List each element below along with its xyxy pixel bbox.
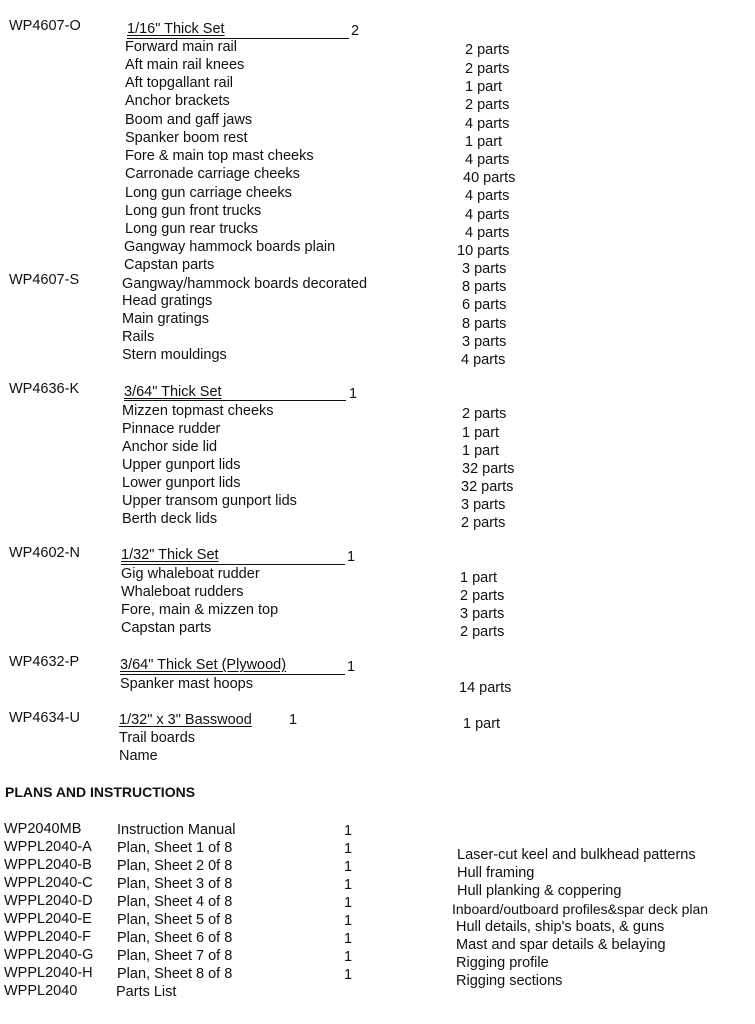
plan-code: WPPL2040-F <box>4 929 92 945</box>
part-name: Aft topgallant rail <box>125 75 234 91</box>
part-name: Gangway/hammock boards decorated <box>122 276 368 292</box>
part-name: Upper transom gunport lids <box>122 493 297 509</box>
part-count: 2 parts <box>465 97 510 113</box>
plan-code: WPPL2040-H <box>4 965 93 981</box>
plan-description: Rigging profile <box>456 955 549 971</box>
plan-name: Plan, Sheet 5 of 8 <box>117 912 233 928</box>
plan-description: Rigging sections <box>456 973 563 989</box>
part-count: 3 parts <box>460 606 505 622</box>
set-title: 3/64" Thick Set (Plywood) <box>120 657 287 673</box>
plan-quantity: 1 <box>344 859 353 875</box>
plan-quantity: 1 <box>344 877 353 893</box>
plan-description: Hull details, ship's boats, & guns <box>456 919 665 935</box>
part-name: Spanker mast hoops <box>120 676 253 692</box>
plan-code: WPPL2040-C <box>4 875 93 891</box>
plan-name: Plan, Sheet 7 of 8 <box>117 948 233 964</box>
plan-quantity: 1 <box>344 931 353 947</box>
set-code: WP4636-K <box>9 381 80 397</box>
set-title: 3/64" Thick Set <box>124 384 222 400</box>
part-count: 4 parts <box>465 152 510 168</box>
part-name: Long gun rear trucks <box>125 221 258 237</box>
plan-quantity: 1 <box>344 823 353 839</box>
plan-quantity: 1 <box>344 895 353 911</box>
plan-quantity: 1 <box>344 967 353 983</box>
part-count: 32 parts <box>462 461 515 477</box>
part-count: 4 parts <box>465 225 510 241</box>
part-count: 2 parts <box>461 515 506 531</box>
part-name: Whaleboat rudders <box>121 584 244 600</box>
part-count: 6 parts <box>462 297 507 313</box>
part-name: Trail boards <box>119 730 196 746</box>
plan-code: WP2040MB <box>4 821 82 837</box>
part-count: 1 part <box>462 425 500 441</box>
part-name: Berth deck lids <box>122 511 218 527</box>
set-quantity: 1 <box>347 659 356 675</box>
plan-name: Plan, Sheet 8 of 8 <box>117 966 233 982</box>
plan-description: Mast and spar details & belaying <box>456 937 666 953</box>
part-count: 2 parts <box>460 588 505 604</box>
part-name: Gangway hammock boards plain <box>124 239 336 255</box>
plan-code: WPPL2040-B <box>4 857 92 873</box>
part-name: Gig whaleboat rudder <box>121 566 260 582</box>
part-count: 32 parts <box>461 479 514 495</box>
part-name: Anchor brackets <box>125 93 230 109</box>
set-code: WP4634-U <box>9 710 80 726</box>
plan-name: Instruction Manual <box>117 822 236 838</box>
part-count: 4 parts <box>465 116 510 132</box>
set-title: 1/32" Thick Set <box>121 547 219 563</box>
part-name: Forward main rail <box>125 39 237 55</box>
plan-name: Plan, Sheet 2 0f 8 <box>117 858 233 874</box>
part-count: 1 part <box>465 79 503 95</box>
part-count: 4 parts <box>465 188 510 204</box>
plan-code: WPPL2040-G <box>4 947 94 963</box>
plan-name: Plan, Sheet 4 of 8 <box>117 894 233 910</box>
plan-name: Plan, Sheet 6 of 8 <box>117 930 233 946</box>
plan-description: Hull framing <box>457 865 535 881</box>
part-name: Head gratings <box>122 293 213 309</box>
set-title-rule <box>121 564 345 565</box>
plan-description: Hull planking & coppering <box>457 883 622 899</box>
set-title-rule <box>124 400 346 401</box>
set-quantity: 2 <box>351 23 360 39</box>
part-name: Capstan parts <box>124 257 215 273</box>
part-count: 3 parts <box>461 497 506 513</box>
part-name: Anchor side lid <box>122 439 218 455</box>
part-count: 3 parts <box>462 261 507 277</box>
part-name: Upper gunport lids <box>122 457 241 473</box>
part-name: Mizzen topmast cheeks <box>122 403 274 419</box>
part-count: 2 parts <box>465 42 510 58</box>
part-name: Pinnace rudder <box>122 421 221 437</box>
part-name: Stern mouldings <box>122 347 227 363</box>
plan-name: Parts List <box>116 984 177 1000</box>
plan-quantity: 1 <box>344 949 353 965</box>
plan-quantity: 1 <box>344 913 353 929</box>
set-code: WP4602-N <box>9 545 80 561</box>
part-count: 2 parts <box>465 61 510 77</box>
part-name: Long gun carriage cheeks <box>125 185 292 201</box>
plans-heading: PLANS AND INSTRUCTIONS <box>5 784 196 800</box>
plan-code: WPPL2040-D <box>4 893 93 909</box>
plan-code: WPPL2040-A <box>4 839 92 855</box>
plan-quantity: 1 <box>344 841 353 857</box>
set-title: 1/32" x 3" Basswood <box>119 712 252 728</box>
part-count: 4 parts <box>465 207 510 223</box>
part-count: 4 parts <box>461 352 506 368</box>
part-count: 40 parts <box>463 170 516 186</box>
part-count: 1 part <box>463 716 501 732</box>
plan-description: Laser-cut keel and bulkhead patterns <box>457 847 696 863</box>
part-count: 14 parts <box>459 680 512 696</box>
plan-code: WPPL2040 <box>4 983 78 999</box>
part-name: Rails <box>122 329 155 345</box>
part-name: Carronade carriage cheeks <box>125 166 300 182</box>
plan-code: WPPL2040-E <box>4 911 92 927</box>
part-count: 1 part <box>462 443 500 459</box>
part-name: Aft main rail knees <box>125 57 245 73</box>
part-name: Long gun front trucks <box>125 203 262 219</box>
set-quantity: 1 <box>289 712 298 728</box>
part-name: Boom and gaff jaws <box>125 112 253 128</box>
set-code: WP4632-P <box>9 654 80 670</box>
set-quantity: 1 <box>349 386 358 402</box>
part-name: Spanker boom rest <box>125 130 248 146</box>
plan-name: Plan, Sheet 3 of 8 <box>117 876 233 892</box>
part-count: 1 part <box>465 134 503 150</box>
part-name: Name <box>119 748 158 764</box>
part-count: 1 part <box>460 570 498 586</box>
part-name: Capstan parts <box>121 620 212 636</box>
plan-description: Inboard/outboard profiles&spar deck plan <box>452 901 709 917</box>
part-count: 2 parts <box>462 406 507 422</box>
set-title-rule <box>120 674 345 675</box>
part-name: Fore, main & mizzen top <box>121 602 279 618</box>
plan-name: Plan, Sheet 1 of 8 <box>117 840 233 856</box>
part-count: 8 parts <box>462 279 507 295</box>
part-count: 3 parts <box>462 334 507 350</box>
part-count: 8 parts <box>462 316 507 332</box>
part-name: Main gratings <box>122 311 210 327</box>
set-code: WP4607-O <box>9 18 81 34</box>
part-count: 2 parts <box>460 624 505 640</box>
part-name: Fore & main top mast cheeks <box>125 148 314 164</box>
part-count: 10 parts <box>457 243 510 259</box>
set-quantity: 1 <box>347 549 356 565</box>
set-code: WP4607-S <box>9 272 80 288</box>
set-title: 1/16" Thick Set <box>127 21 225 37</box>
part-name: Lower gunport lids <box>122 475 241 491</box>
